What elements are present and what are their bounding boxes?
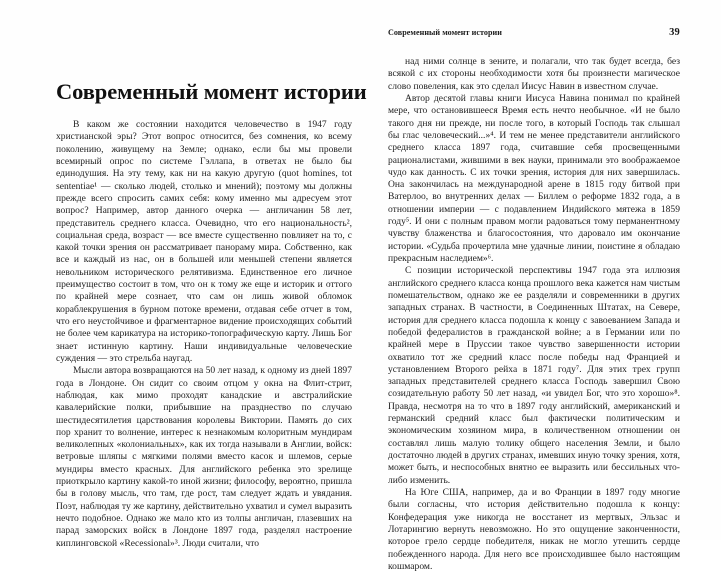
paragraph: В каком же состоянии находится человечество в 1947 году христианской эры? Этот вопрос относится, без сомнения, ко всему поколению, живущему на Земле; однако, если бы мы провели всемирный опрос по системе Гэллапа, в ответах не было бы единодушия. На эту тему, как ни на какую другую (quot homines, tot sententiae¹ — сколько людей, столько и мнений); поэтому мы должны прежде всего спросить самих себя: кому именно мы адресуем этот вопрос? Например, автор данного очерка — англичанин 58 лет, представитель среднего класса. Очевидно, что его национальность², социальная среда, возраст — все вместе существенно повлияет на то, с какой точки зрения он рассматривает панораму мира. Собственно, как все и каждый из нас, он в большей или меньшей степени является невольником исторического релятивизма. Единственное его личное преимущество состоит в том, что он к тому же еще и историк и оттого по крайней мере сознает, что сам он лишь живой обломок кораблекрушения в бурном потоке времени, отдавая себе отчет в том, что его неустойчивое и фрагментарное видение происходящих событий не более чем карикатура на историко-топографическую карту. Лишь Бог знает истинную картину. Наши индивидуальные человеческие суждения — это стрельба наугад.: [56, 119, 352, 364]
running-head: [388, 27, 680, 39]
page-number: 39: [669, 27, 680, 38]
paragraph: над ними солнце в зените, и полагали, что так будет всегда, без всякой с их стороны необходимости хотя бы произнести магическое слово повеления, как это сделал Иисус Навин в известном случае.: [388, 56, 680, 92]
left-column-body: [56, 119, 352, 550]
paragraph: С позиции исторической перспективы 1947 года эта иллюзия английского среднего класса конца прошлого века кажется нам чистым помешательством, однако же ее разделяли и современники в других западных странах. В частности, в Соединенных Штатах, на Севере, история для среднего класса подошла к концу с завоеванием Запада и победой федералистов в гражданской войне; а в Германии или по крайней мере в Пруссии такое чувство завершенности истории охватило тот же средний класс после победы над Францией и установлением Второго рейха в 1871 году⁷. Для этих трех групп западных представителей среднего класса Господь завершил Свою созидательную работу 50 лет назад, «и увидел Бог, что это хорошо»⁸. Правда, несмотря на то что в 1897 году английский, американский и германский средний класс был фактически политическим и экономическим хозяином мира, в количественном отношении он составлял лишь малую толику общего населения Земли, и было достаточно людей в других странах, имевших иную точку зрения, хотя, может быть, и неспособных внятно ее выразить или бессильных что-либо изменить.: [388, 265, 680, 486]
chapter-title: Современный момент истории: [56, 79, 367, 105]
paragraph: Автор десятой главы книги Иисуса Навина понимал по крайней мере, что остановившееся Время есть нечто необычное. «И не было такого дня ни прежде, ни после того, в который Господь так слышал бы глас человеческий...»⁴. И тем не менее представители английского среднего класса 1897 года, считавшие себя просвещенными рационалистами, жившими в век науки, принимали это воображаемое чудо как данность. С их точки зрения, история для них завершилась. Она закончилась на международной арене в 1815 году битвой при Ватерлоо, во внутренних делах — Биллем о реформе 1832 года, а в отношении империи — с подавлением Индийского мятежа в 1859 году⁵. И они с полным правом могли радоваться тому перманентному чувству блаженства и благосостояния, что даровало им окончание истории. «Судьба прочертила мне удачные линии, поистине я обладаю прекрасным наследием»⁶.: [388, 92, 680, 264]
paragraph: Мысли автора возвращаются на 50 лет назад, к одному из дней 1897 года в Лондоне. Он сидит со своим отцом у окна на Флит-стрит, наблюдая, как мимо проходят канадские и австралийские кавалерийские полки, прибывшие на празднество по случаю шестидесятилетия царствования королевы Виктории. Память до сих пор хранит то волнение, интерес к незнакомым колоритным мундирам великолепных «колониальных», как их тогда называли в Англии, войск: ветровые шляпы с мягкими полями вместо касок и шлемов, серые мундиры вместо красных. Для английского ребенка это зрелище приоткрыло картину какой-то иной жизни; философу, вероятно, пришла бы в голову мысль, что там, где рост, там следует ждать и увядания. Поэт, наблюдая ту же картину, действительно ухватил и сумел выразить нечто подобное. Однако же мало кто из толпы англичан, глазевших на парад заморских войск в Лондоне 1897 года, разделял настроение киплинговской «Recessional»³. Люди считали, что: [56, 365, 352, 549]
right-column-body: [388, 56, 680, 573]
running-head-title: Современный момент истории: [388, 28, 502, 37]
paragraph: На Юге США, например, да и во Франции в 1897 году многие были согласны, что история действительно подошла к концу: Конфедерация уже никогда не восстанет из мертвых, Эльзас и Лотарингию вернуть невозможно. Но это ощущение законченности, которое грело сердце победителя, никак не могло утешить сердце побежденного народа. Для него все происходившее было настоящим кошмаром.: [388, 486, 680, 572]
